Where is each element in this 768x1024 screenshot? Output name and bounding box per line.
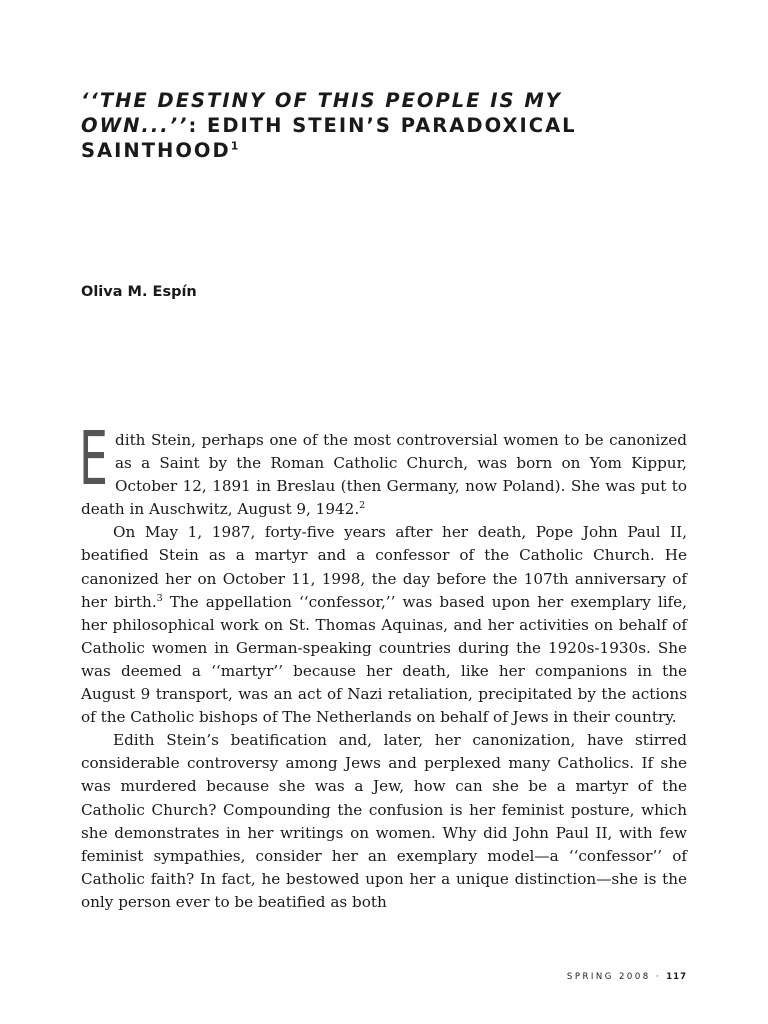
title-main: : EDITH STEIN’S PARADOXICAL SAINTHOOD: [81, 114, 577, 162]
article-body: [79, 416, 687, 914]
footer-separator: ·: [655, 972, 662, 982]
footnote-marker-3[interactable]: 3: [156, 592, 163, 604]
paragraph-1-text: dith Stein, perhaps one of the most controversial women to be canonized as a Saint by the Roman Catholic Church, was born on Yom Kippur, October 12, 1891 in Breslau (then Germany, now Poland). She was put to death in Auschwitz, August 9, 1942.: [81, 431, 687, 519]
title-footnote-marker[interactable]: 1: [230, 139, 239, 153]
page-number: 117: [666, 972, 687, 982]
issue-label: SPRING 2008: [566, 972, 651, 982]
paragraph-2-text-b: The appellation ‘‘confessor,’’ was based upon her exemplary life, her philosophical work on St. Thomas Aquinas, and her activities on behalf of Catholic women in German-speaking countries during the 1920s-1930s. She was deemed a ‘‘martyr’’ because her death, like her companions in the August 9 transport, was an act of Nazi retaliation, precipitated by the actions of the Catholic bishops of The Netherlands on behalf of Jews in their country.: [81, 592, 687, 727]
footnote-marker-2[interactable]: 2: [359, 500, 366, 512]
page-footer: [567, 972, 687, 982]
paragraph-3: Edith Stein’s beatification and, later, her canonization, have stirred considerable controversy among Jews and perplexed many Catholics. If she was murdered because she was a Jew, how can she be a martyr of the Catholic Church? Compounding the confusion is her feminist posture, which she demonstrates in her writings on women. Why did John Paul II, with few feminist sympathies, consider her an exemplary model—a ‘‘confessor’’ of Catholic faith? In fact, he bestowed upon her a unique distinction—she is the only person ever to be beatified as both: [81, 731, 687, 911]
article-title: [81, 88, 641, 163]
paragraph-1: [79, 416, 687, 521]
paragraph-2-text-a: On May 1, 1987, forty-five years after her death, Pope John Paul II, beatified Stein as a martyr and a confessor of the Catholic Church. He canonized her on October 11, 1998, the day before the 107th anniversary of her birth.: [81, 523, 687, 611]
author-name: Oliva M. Espín: [81, 284, 197, 300]
paragraph-2: [81, 521, 687, 729]
drop-cap: E: [79, 416, 108, 502]
title-quote: ‘‘THE DESTINY OF THIS PEOPLE IS MY OWN...’’: [81, 89, 562, 137]
